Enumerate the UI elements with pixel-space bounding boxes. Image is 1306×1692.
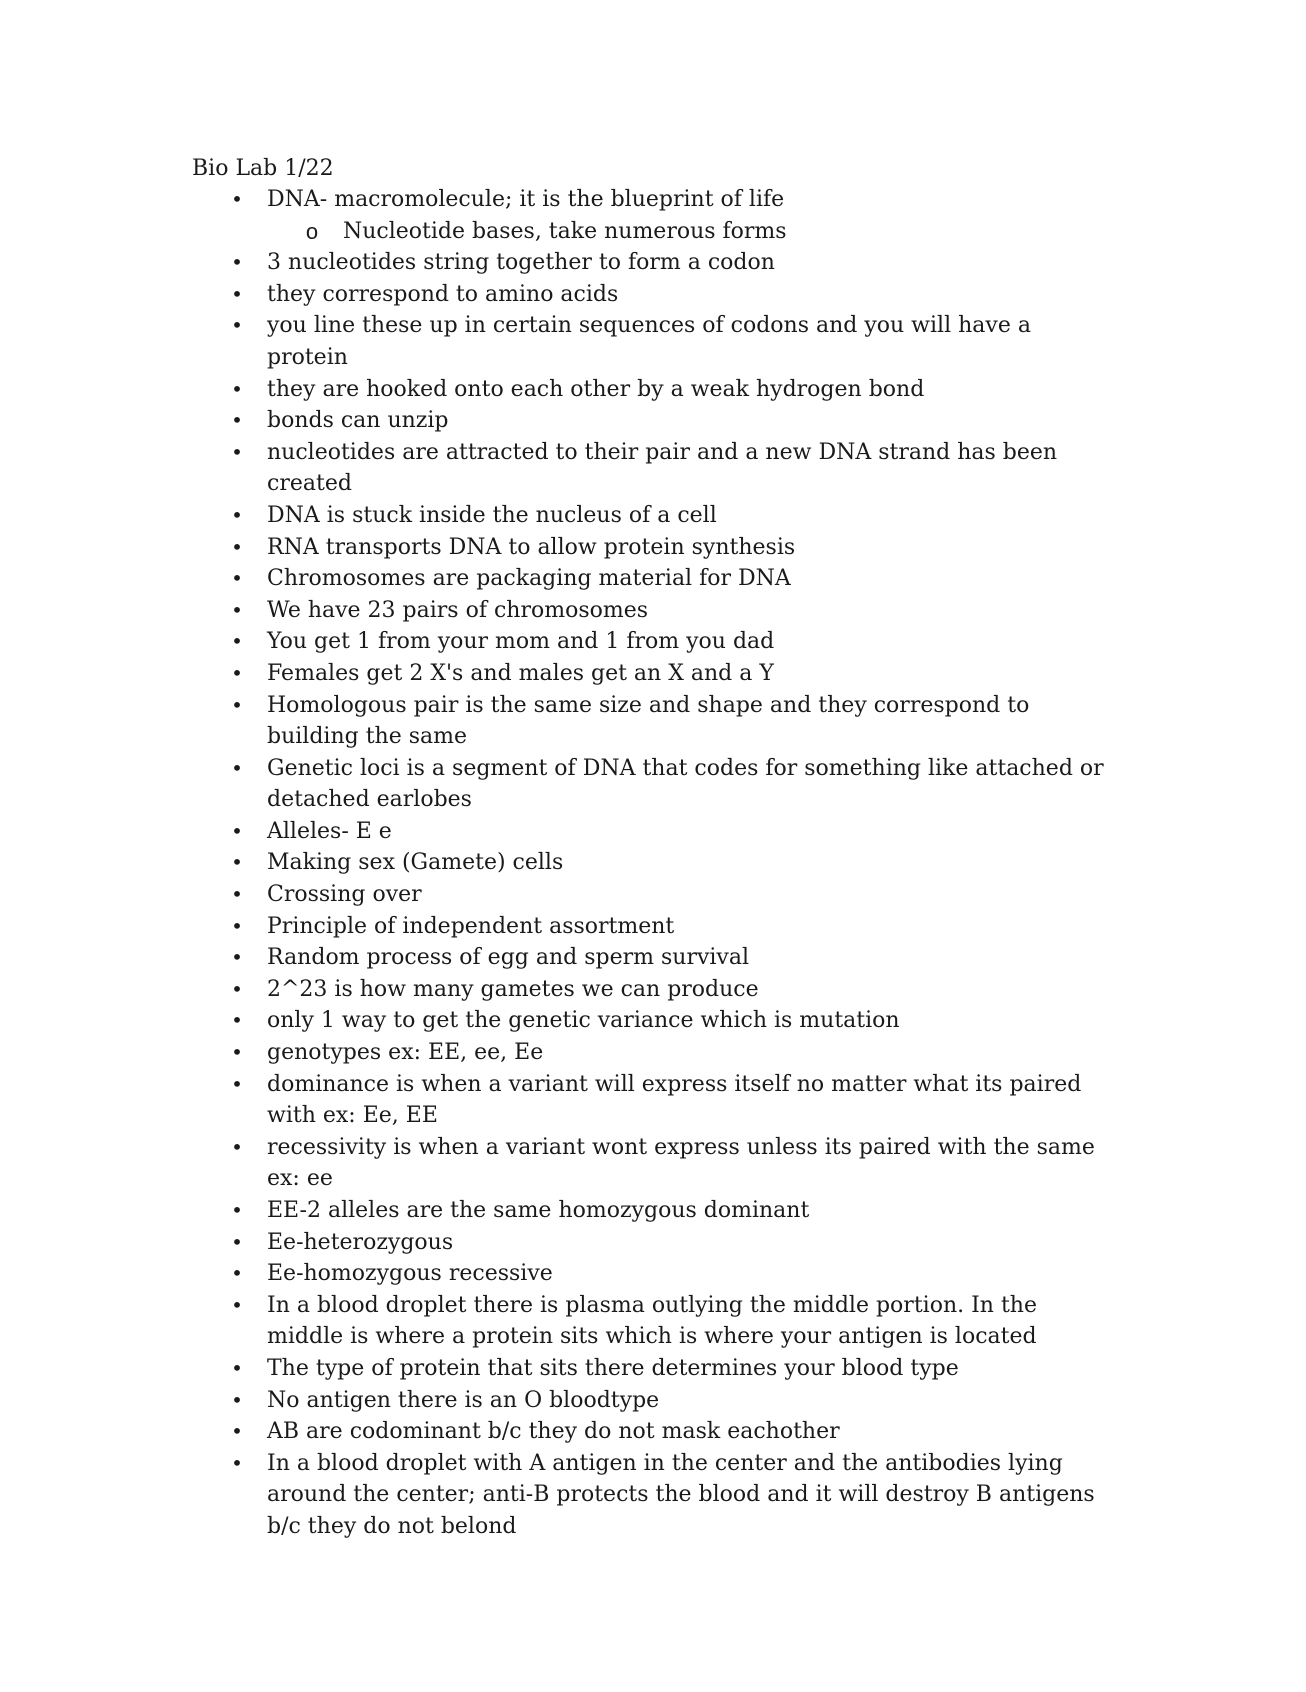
bullet-icon: •	[231, 755, 243, 780]
bullet-icon: •	[231, 502, 243, 527]
bullet-icon: •	[231, 692, 243, 717]
bullet-icon: •	[231, 1292, 243, 1317]
sub-list-item-text: Nucleotide bases, take numerous forms	[343, 218, 787, 244]
list-item-text: Ee-homozygous recessive	[267, 1261, 553, 1287]
list-item	[0, 753, 1107, 816]
bullet-icon: •	[231, 818, 243, 843]
list-item	[0, 595, 1107, 627]
bullet-icon: •	[231, 566, 243, 591]
list-item-text: Homologous pair is the same size and shape and they correspond to building the same	[267, 692, 1030, 750]
list-item-text: Chromosomes are packaging material for DNA	[267, 566, 791, 592]
list-item-text: they are hooked onto each other by a weak hydrogen bond	[267, 376, 925, 402]
list-item-text: 3 nucleotides string together to form a codon	[267, 250, 775, 276]
bullet-icon: •	[231, 281, 243, 306]
list-item	[0, 1132, 1107, 1195]
list-item	[0, 816, 1107, 848]
bullet-icon: •	[231, 534, 243, 559]
bullet-icon: •	[231, 945, 243, 970]
list-item-text: only 1 way to get the genetic variance which is mutation	[267, 1008, 900, 1034]
list-item	[0, 1227, 1107, 1259]
list-item	[0, 437, 1107, 500]
list-item	[0, 626, 1107, 658]
list-item-text: dominance is when a variant will express itself no matter what its paired with ex: Ee, EE	[267, 1071, 1082, 1129]
list-item-text: you line these up in certain sequences of codons and you will have a protein	[267, 313, 1031, 370]
bullet-icon: •	[231, 1134, 243, 1159]
list-item	[0, 1037, 1107, 1069]
bullet-icon: •	[231, 313, 243, 338]
list-item	[0, 374, 1107, 406]
bullet-icon: •	[231, 850, 243, 875]
bullet-icon: •	[231, 187, 243, 211]
list-item	[0, 942, 1107, 974]
bullet-icon: •	[231, 1387, 243, 1412]
list-item	[0, 1416, 1107, 1448]
bullet-icon: •	[231, 882, 243, 907]
list-item	[0, 879, 1107, 911]
list-item	[0, 279, 1107, 311]
list-item-text: DNA is stuck inside the nucleus of a cell	[267, 502, 717, 528]
bullet-icon: •	[231, 913, 243, 938]
notes-list	[0, 184, 1306, 1543]
list-item-text: Crossing over	[267, 882, 422, 908]
bullet-icon: •	[231, 660, 243, 685]
list-item	[0, 532, 1107, 564]
list-item	[0, 1353, 1107, 1385]
bullet-icon: •	[231, 1229, 243, 1254]
list-item	[0, 500, 1107, 532]
bullet-icon: •	[231, 250, 243, 275]
bullet-icon: •	[231, 1450, 243, 1475]
list-item	[0, 1448, 1107, 1543]
list-item-text: In a blood droplet with A antigen in the center and the antibodies lying around the center; anti-B protects the blood and it will destroy B antigens b/c they do not belond	[267, 1450, 1095, 1539]
list-item	[0, 310, 1107, 373]
list-item	[0, 1195, 1107, 1227]
list-item	[0, 1290, 1107, 1353]
list-item	[0, 1258, 1107, 1290]
bullet-icon: •	[231, 408, 243, 433]
list-item	[0, 247, 1107, 279]
hollow-bullet-icon: o	[305, 218, 319, 244]
bullet-icon: •	[231, 1261, 243, 1286]
list-item	[0, 1005, 1107, 1037]
list-item-text: Ee-heterozygous	[267, 1229, 454, 1255]
list-item-text: 2^23 is how many gametes we can produce	[267, 976, 759, 1002]
bullet-icon: •	[231, 629, 243, 654]
list-item-text: Genetic loci is a segment of DNA that codes for something like attached or detached earlobes	[267, 755, 1104, 813]
list-item-text: Alleles- E e	[267, 818, 392, 844]
list-item-text: Principle of independent assortment	[267, 913, 675, 939]
list-item-text: In a blood droplet there is plasma outlying the middle portion. In the middle is where a protein sits which is where your antigen is located	[267, 1292, 1037, 1350]
list-item-text: You get 1 from your mom and 1 from you dad	[267, 629, 775, 655]
list-item	[0, 1385, 1107, 1417]
bullet-icon: •	[231, 439, 243, 464]
list-item-text: Females get 2 X's and males get an X and a Y	[267, 660, 774, 686]
list-item	[0, 563, 1107, 595]
list-item-text: recessivity is when a variant wont express unless its paired with the same ex: ee	[267, 1134, 1095, 1192]
bullet-icon: •	[231, 1071, 243, 1096]
list-item-text: The type of protein that sits there determines your blood type	[267, 1355, 959, 1381]
list-item-text: EE-2 alleles are the same homozygous dominant	[267, 1198, 810, 1223]
list-item	[0, 658, 1107, 690]
list-item-text: Making sex (Gamete) cells	[267, 850, 564, 876]
list-item-text: Random process of egg and sperm survival	[267, 945, 750, 971]
list-item	[0, 911, 1107, 943]
bullet-icon: •	[231, 597, 243, 622]
bullet-icon: •	[231, 1419, 243, 1444]
bullet-icon: •	[231, 976, 243, 1001]
bullet-icon: •	[231, 376, 243, 401]
list-item	[0, 1069, 1107, 1132]
list-item-text: AB are codominant b/c they do not mask eachother	[267, 1419, 840, 1445]
list-item	[0, 974, 1107, 1006]
list-item-text: genotypes ex: EE, ee, Ee	[267, 1040, 544, 1066]
list-item-text: nucleotides are attracted to their pair and a new DNA strand has been created	[267, 439, 1058, 497]
page-title: Bio Lab 1/22	[192, 156, 334, 181]
sub-list-item	[0, 216, 1306, 248]
bullet-icon: •	[231, 1040, 243, 1065]
list-item	[0, 847, 1107, 879]
list-item-text: We have 23 pairs of chromosomes	[267, 597, 649, 623]
bullet-icon: •	[231, 1008, 243, 1033]
list-item	[0, 184, 1107, 216]
list-item-text: No antigen there is an O bloodtype	[267, 1387, 660, 1413]
list-item-text: RNA transports DNA to allow protein synthesis	[267, 534, 796, 560]
list-item-text: bonds can unzip	[267, 408, 449, 434]
list-item-text: they correspond to amino acids	[267, 281, 619, 307]
bullet-icon: •	[231, 1355, 243, 1380]
list-item	[0, 405, 1107, 437]
bullet-icon: •	[231, 1198, 243, 1222]
list-item	[0, 690, 1107, 753]
list-item-text: DNA- macromolecule; it is the blueprint of life	[267, 187, 785, 212]
